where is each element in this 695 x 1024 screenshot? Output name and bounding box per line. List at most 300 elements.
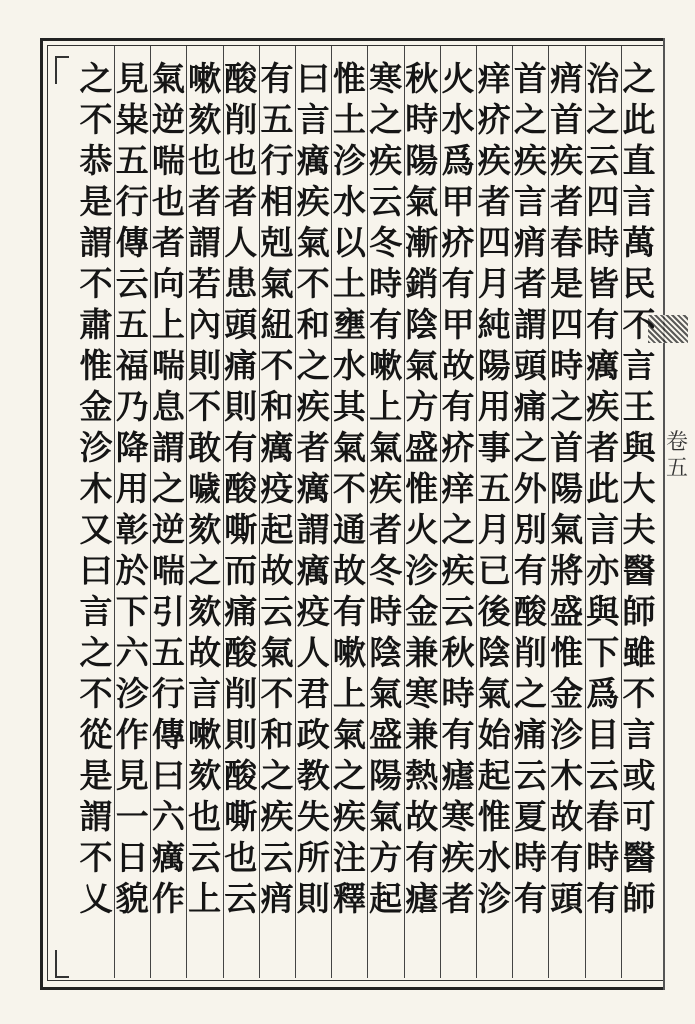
character: 喘: [151, 551, 185, 590]
character: 一: [115, 797, 149, 836]
character: 不: [622, 305, 656, 344]
character: 云: [260, 838, 294, 877]
character: 疥: [477, 100, 511, 139]
character: 注: [332, 838, 366, 877]
character: 氣: [260, 633, 294, 672]
character: 行: [260, 141, 294, 180]
character: 雖: [622, 633, 656, 672]
character: 之: [513, 674, 547, 713]
character: 五: [115, 141, 149, 180]
character: 疾: [296, 387, 330, 426]
character: 釋: [332, 879, 366, 918]
character: 頭: [513, 346, 547, 385]
character: 不: [79, 838, 113, 877]
character: 於: [115, 551, 149, 590]
character: 癘: [260, 428, 294, 467]
character: 其: [332, 387, 366, 426]
character: 言: [622, 182, 656, 221]
character: 起: [477, 756, 511, 795]
character: 不: [260, 346, 294, 385]
character: 云: [586, 756, 620, 795]
character: 剋: [260, 223, 294, 262]
character: 之: [260, 756, 294, 795]
character: 教: [296, 756, 330, 795]
character: 之: [332, 756, 366, 795]
character: 酸: [224, 59, 258, 98]
character: 云: [513, 756, 547, 795]
character: 疾: [550, 141, 584, 180]
character: 陽: [369, 756, 403, 795]
character: 痛: [224, 592, 258, 631]
character: 有: [405, 838, 439, 877]
character: 之: [513, 428, 547, 467]
character: 故: [260, 551, 294, 590]
character: 兼: [405, 715, 439, 754]
text-column: [113, 58, 151, 919]
character: 不: [188, 387, 222, 426]
character: 沴: [79, 428, 113, 467]
character: 人: [224, 223, 258, 262]
character: 酸: [513, 592, 547, 631]
character: 寒: [405, 674, 439, 713]
character: 痟: [513, 223, 547, 262]
character: 氣: [477, 674, 511, 713]
character: 氣: [405, 182, 439, 221]
character: 癘: [296, 551, 330, 590]
character: 已: [477, 551, 511, 590]
character: 治: [586, 59, 620, 98]
character: 所: [296, 838, 330, 877]
character: 疥: [441, 223, 475, 262]
character: 肅: [79, 305, 113, 344]
character: 疾: [441, 838, 475, 877]
character: 土: [332, 100, 366, 139]
character: 水: [441, 100, 475, 139]
character: 時: [586, 223, 620, 262]
character: 有: [260, 59, 294, 98]
character: 冬: [369, 551, 403, 590]
character: 若: [188, 264, 222, 303]
character: 上: [332, 674, 366, 713]
character: 兼: [405, 633, 439, 672]
character: 削: [224, 100, 258, 139]
character: 是: [79, 756, 113, 795]
character: 行: [151, 674, 185, 713]
character: 火: [405, 510, 439, 549]
character: 惟: [477, 797, 511, 836]
character: 粜: [115, 100, 149, 139]
character: 金: [550, 674, 584, 713]
character: 則: [188, 346, 222, 385]
character: 漸: [405, 223, 439, 262]
character: 王: [622, 387, 656, 426]
character: 向: [151, 264, 185, 303]
character: 外: [513, 469, 547, 508]
quote-bracket-top: [55, 56, 69, 84]
character: 者: [550, 182, 584, 221]
character: 疾: [477, 141, 511, 180]
character: 氣: [369, 674, 403, 713]
character: 曰: [151, 756, 185, 795]
character: 夫: [622, 510, 656, 549]
character: 通: [332, 510, 366, 549]
character: 云: [369, 182, 403, 221]
character: 之: [188, 551, 222, 590]
column-rule: [223, 46, 224, 978]
character: 惟: [79, 346, 113, 385]
character: 四: [477, 223, 511, 262]
character: 紐: [260, 305, 294, 344]
character: 銷: [405, 264, 439, 303]
character: 夏: [513, 797, 547, 836]
character: 癘: [151, 838, 185, 877]
character: 瘧: [405, 879, 439, 918]
character: 謂: [188, 223, 222, 262]
text-column: [330, 58, 368, 919]
character: 醫: [622, 551, 656, 590]
character: 而: [224, 551, 258, 590]
character: 作: [151, 879, 185, 918]
character: 云: [188, 838, 222, 877]
character: 也: [188, 797, 222, 836]
character: 乃: [115, 387, 149, 426]
character: 有: [332, 592, 366, 631]
character: 沴: [332, 141, 366, 180]
character: 熱: [405, 756, 439, 795]
character: 也: [224, 838, 258, 877]
character: 疫: [296, 592, 330, 631]
character: 疾: [369, 141, 403, 180]
character: 沴: [477, 879, 511, 918]
character: 頭: [224, 305, 258, 344]
text-column: [439, 58, 477, 919]
character: 人: [296, 633, 330, 672]
character: 削: [224, 674, 258, 713]
character: 亦: [586, 551, 620, 590]
character: 逆: [151, 510, 185, 549]
character: 與: [622, 428, 656, 467]
character: 金: [79, 387, 113, 426]
character: 春: [550, 223, 584, 262]
character: 乂: [79, 879, 113, 918]
text-column: [367, 58, 405, 919]
character: 陽: [477, 346, 511, 385]
character: 是: [79, 182, 113, 221]
text-column: [149, 58, 187, 919]
character: 疾: [441, 551, 475, 590]
character: 之: [622, 59, 656, 98]
character: 欬: [188, 592, 222, 631]
character: 時: [441, 674, 475, 713]
character: 敢: [188, 428, 222, 467]
character: 傳: [115, 223, 149, 262]
character: 不: [79, 264, 113, 303]
character: 時: [586, 838, 620, 877]
character: 降: [115, 428, 149, 467]
character: 上: [188, 879, 222, 918]
character: 時: [369, 592, 403, 631]
character: 首: [513, 59, 547, 98]
text-column: [475, 58, 513, 919]
character: 火: [441, 59, 475, 98]
character: 有: [513, 879, 547, 918]
character: 有: [586, 305, 620, 344]
character: 疫: [260, 469, 294, 508]
character: 云: [115, 264, 149, 303]
character: 以: [332, 223, 366, 262]
character: 氣: [260, 264, 294, 303]
character: 疾: [332, 797, 366, 836]
margin-note-text: 卷五: [665, 430, 688, 481]
character: 疾: [369, 469, 403, 508]
character: 嗽: [188, 715, 222, 754]
character: 故: [441, 346, 475, 385]
column-rule: [621, 46, 622, 978]
character: 氣: [296, 223, 330, 262]
character: 不: [79, 100, 113, 139]
character: 疥: [441, 428, 475, 467]
character: 瘧: [441, 756, 475, 795]
character: 目: [586, 715, 620, 754]
character: 者: [369, 510, 403, 549]
text-column: [584, 58, 622, 919]
character: 喘: [151, 346, 185, 385]
character: 起: [260, 510, 294, 549]
character: 後: [477, 592, 511, 631]
character: 患: [224, 264, 258, 303]
character: 五: [151, 633, 185, 672]
character: 謂: [79, 797, 113, 836]
character: 民: [622, 264, 656, 303]
character: 者: [188, 182, 222, 221]
character: 喘: [151, 141, 185, 180]
character: 彰: [115, 510, 149, 549]
character: 冬: [369, 223, 403, 262]
character: 者: [151, 223, 185, 262]
character: 云: [441, 592, 475, 631]
character: 失: [296, 797, 330, 836]
character: 陰: [369, 633, 403, 672]
character: 和: [296, 305, 330, 344]
character: 曰: [79, 551, 113, 590]
character: 四: [550, 305, 584, 344]
character: 日: [115, 838, 149, 877]
character: 癘: [586, 346, 620, 385]
character: 者: [296, 428, 330, 467]
character: 痛: [513, 387, 547, 426]
character: 時: [513, 838, 547, 877]
character: 者: [513, 264, 547, 303]
character: 嗽: [369, 346, 403, 385]
character: 始: [477, 715, 511, 754]
character: 痒: [477, 59, 511, 98]
text-column: [186, 58, 224, 919]
character: 者: [477, 182, 511, 221]
character: 之: [441, 510, 475, 549]
character: 言: [513, 182, 547, 221]
character: 寒: [441, 797, 475, 836]
character: 氣: [405, 346, 439, 385]
character: 云: [586, 141, 620, 180]
character: 別: [513, 510, 547, 549]
character: 嗽: [188, 59, 222, 98]
character: 不: [332, 469, 366, 508]
text-column: [222, 58, 260, 919]
character: 上: [369, 387, 403, 426]
character: 純: [477, 305, 511, 344]
character: 之: [369, 100, 403, 139]
character: 惟: [405, 469, 439, 508]
character: 金: [405, 592, 439, 631]
column-rule: [150, 46, 151, 978]
character: 用: [115, 469, 149, 508]
character: 或: [622, 756, 656, 795]
character: 有: [441, 715, 475, 754]
character: 痛: [513, 715, 547, 754]
character: 謂: [79, 223, 113, 262]
character: 水: [332, 346, 366, 385]
character: 春: [586, 797, 620, 836]
column-rule: [440, 46, 441, 978]
character: 和: [260, 715, 294, 754]
character: 疾: [296, 182, 330, 221]
character: 月: [477, 264, 511, 303]
character: 欬: [188, 756, 222, 795]
character: 用: [477, 387, 511, 426]
character: 秋: [405, 59, 439, 98]
character: 之: [550, 387, 584, 426]
fold-line: [663, 38, 665, 990]
character: 大: [622, 469, 656, 508]
character: 和: [260, 387, 294, 426]
character: 作: [115, 715, 149, 754]
character: 痛: [224, 346, 258, 385]
character: 言: [622, 346, 656, 385]
character: 欬: [188, 100, 222, 139]
character: 酸: [224, 756, 258, 795]
character: 醫: [622, 838, 656, 877]
character: 陰: [405, 305, 439, 344]
character: 欬: [188, 510, 222, 549]
character: 云: [224, 879, 258, 918]
character: 盛: [405, 428, 439, 467]
character: 氣: [369, 797, 403, 836]
character: 謂: [296, 510, 330, 549]
character: 首: [550, 428, 584, 467]
character: 氣: [332, 715, 366, 754]
character: 有: [586, 879, 620, 918]
character: 時: [550, 346, 584, 385]
character: 氣: [332, 428, 366, 467]
character: 沴: [115, 674, 149, 713]
character: 者: [441, 879, 475, 918]
column-rule: [476, 46, 477, 978]
character: 則: [224, 715, 258, 754]
text-column: [511, 58, 549, 919]
character: 盛: [550, 592, 584, 631]
column-rule: [585, 46, 586, 978]
character: 言: [79, 592, 113, 631]
character: 息: [151, 387, 185, 426]
character: 言: [622, 715, 656, 754]
character: 寒: [369, 59, 403, 98]
character: 陽: [405, 141, 439, 180]
character: 疾: [260, 797, 294, 836]
character: 酸: [224, 469, 258, 508]
column-rule: [367, 46, 368, 978]
character: 將: [550, 551, 584, 590]
character: 氣: [550, 510, 584, 549]
character: 此: [622, 100, 656, 139]
character: 有: [441, 387, 475, 426]
character: 土: [332, 264, 366, 303]
character: 六: [115, 633, 149, 672]
character: 也: [151, 182, 185, 221]
character: 沴: [550, 715, 584, 754]
text-column: [294, 58, 332, 919]
character: 見: [115, 756, 149, 795]
character: 君: [296, 674, 330, 713]
text-column: [620, 58, 658, 919]
quote-bracket-bottom: [55, 950, 69, 978]
character: 是: [550, 264, 584, 303]
column-rule: [186, 46, 187, 978]
character: 嗽: [332, 633, 366, 672]
character: 言: [586, 510, 620, 549]
character: 與: [586, 592, 620, 631]
character: 上: [151, 305, 185, 344]
character: 癘: [296, 141, 330, 180]
character: 酸: [224, 633, 258, 672]
column-rule: [331, 46, 332, 978]
character: 引: [151, 592, 185, 631]
column-rule: [512, 46, 513, 978]
character: 起: [369, 879, 403, 918]
character: 之: [151, 469, 185, 508]
character: 秋: [441, 633, 475, 672]
character: 木: [79, 469, 113, 508]
character: 也: [188, 141, 222, 180]
text-column: [77, 58, 115, 919]
character: 盛: [369, 715, 403, 754]
character: 爲: [441, 141, 475, 180]
character: 曰: [296, 59, 330, 98]
character: 之: [586, 100, 620, 139]
character: 甲: [441, 305, 475, 344]
character: 可: [622, 797, 656, 836]
margin-note: [664, 430, 690, 482]
column-rule: [295, 46, 296, 978]
character: 有: [369, 305, 403, 344]
character: 爲: [586, 674, 620, 713]
character: 下: [586, 633, 620, 672]
character: 氣: [369, 428, 403, 467]
character: 者: [224, 182, 258, 221]
character: 內: [188, 305, 222, 344]
character: 師: [622, 592, 656, 631]
character: 師: [622, 879, 656, 918]
character: 方: [405, 387, 439, 426]
character: 皆: [586, 264, 620, 303]
character: 頭: [550, 879, 584, 918]
character: 有: [513, 551, 547, 590]
character: 傳: [151, 715, 185, 754]
character: 貌: [115, 879, 149, 918]
character: 癘: [296, 469, 330, 508]
character: 水: [332, 182, 366, 221]
character: 不: [622, 674, 656, 713]
character: 痟: [550, 59, 584, 98]
